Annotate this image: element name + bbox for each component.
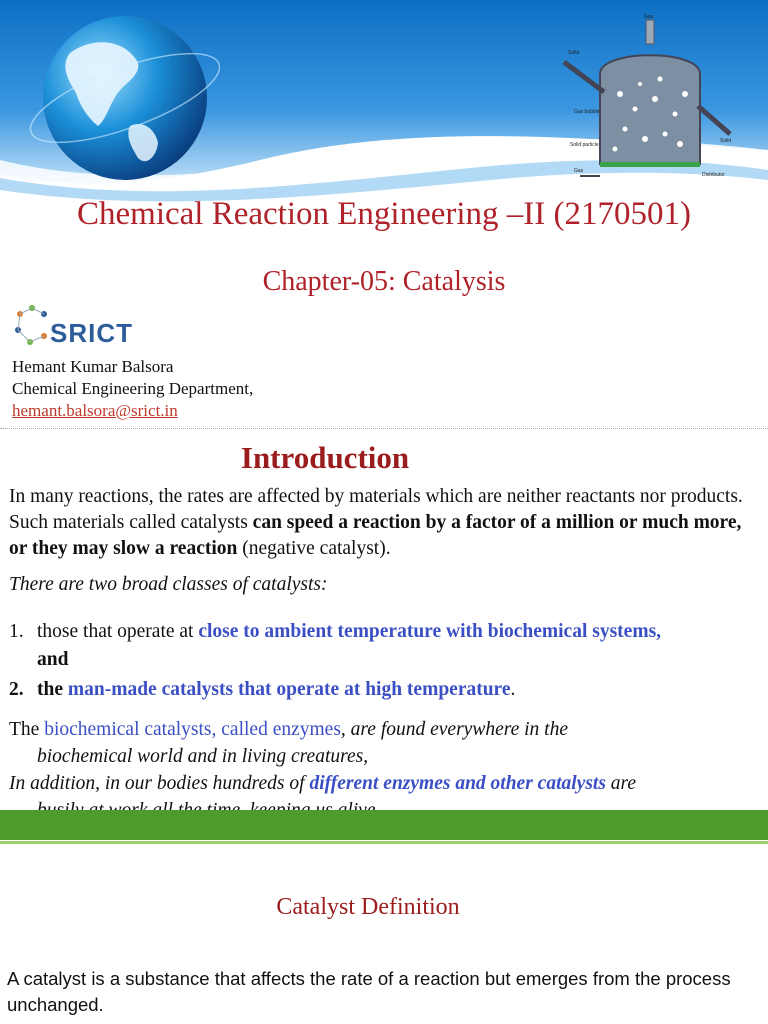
label-gas-in: Gas — [574, 168, 584, 174]
enzymes-paragraph: The biochemical catalysts, called enzymes, are found everywhere in the biochemical world and in living creatures, In addition, in our bodies hundreds of different enzymes and other catalysts are — [9, 719, 637, 794]
label-gas-top: Gas — [644, 14, 654, 20]
green-divider-bar — [0, 810, 768, 840]
definition-heading: Catalyst Definition — [276, 894, 460, 920]
email-link[interactable]: hemant.balsora@srict.in — [12, 401, 178, 420]
title-slide — [0, 0, 768, 428]
introduction-heading: Introduction — [240, 440, 410, 475]
srict-logo-icon — [12, 300, 52, 350]
srict-logo-text: SRICT — [50, 318, 133, 348]
definition-slide — [0, 844, 768, 1024]
author-name: Hemant Kumar Balsora — [12, 357, 174, 376]
label-distributor: Distributor — [702, 172, 725, 178]
list-item: 2. the man-made catalysts that operate at high temperature. — [9, 679, 516, 700]
label-gas-bubble: Gas bubble — [574, 109, 600, 115]
label-solid-in: Solid — [568, 50, 580, 56]
list-item-continuation: and — [37, 649, 69, 670]
slide-divider — [0, 428, 768, 429]
fluidized-bed-diagram — [560, 14, 740, 184]
classes-intro: There are two broad classes of catalysts: — [9, 574, 328, 595]
department: Chemical Engineering Department, — [12, 379, 254, 398]
label-solid-out: Solid — [720, 138, 732, 144]
introduction-slide — [0, 430, 768, 810]
list-item: 1. those that operate at close to ambient temperature with biochemical systems, — [9, 621, 662, 642]
author-block — [12, 356, 253, 422]
chapter-title: Chapter-05: Catalysis — [262, 266, 506, 297]
label-solid-particle: Solid particle — [570, 142, 599, 148]
intro-paragraph: In many reactions, the rates are affected by materials which are neither reactants nor products. Such materials called catalysts can speed a reaction by a factor of a million or much more, or they may slow a reaction (negative catalyst). — [9, 486, 743, 559]
catalyst-classes-list — [9, 618, 764, 704]
course-title: Chemical Reaction Engineering –II (2170501) — [77, 196, 691, 232]
globe-image — [10, 8, 220, 183]
definition-text: A catalyst is a substance that affects the rate of a reaction but emerges from the process unchanged. — [7, 968, 731, 1015]
